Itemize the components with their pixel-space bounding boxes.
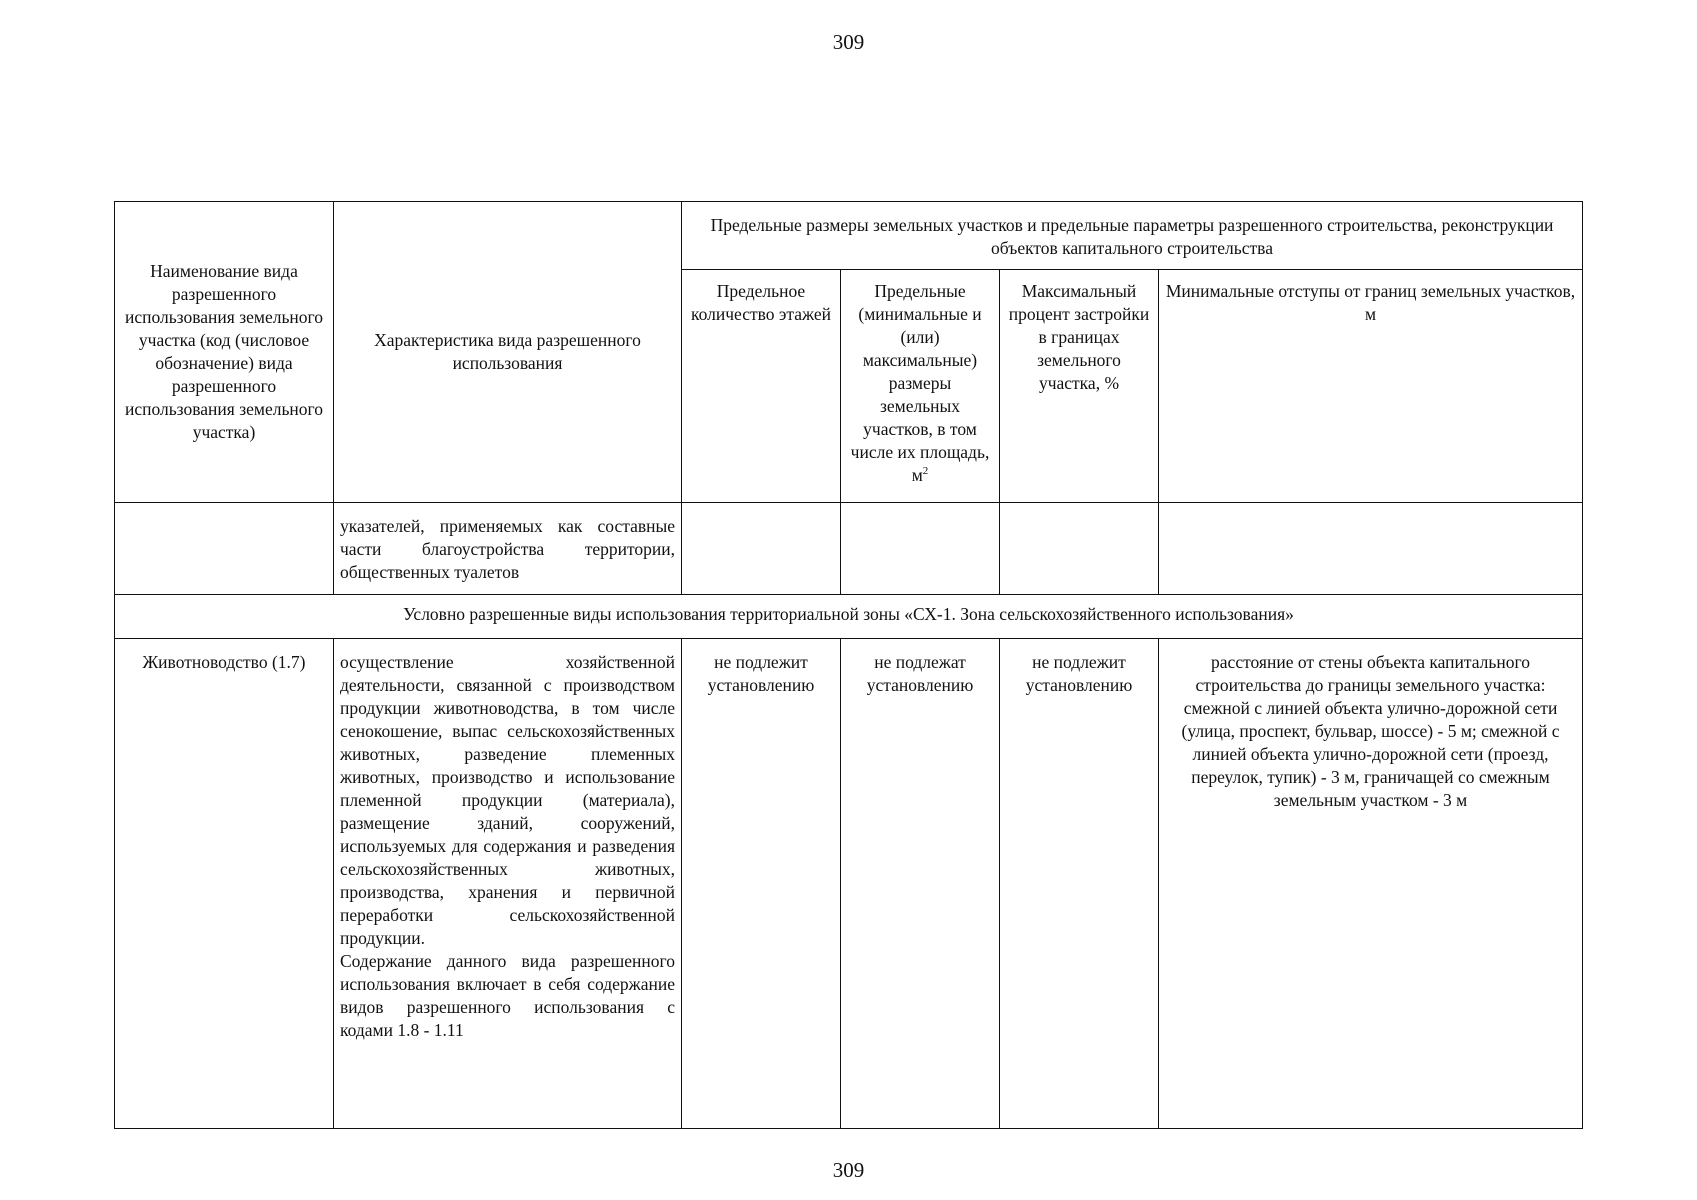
continuation-setbacks-cell xyxy=(1159,503,1583,595)
header-percent-text: Максимальный процент застройки в границах земельного участка, % xyxy=(1008,281,1150,393)
header-sizes-text: Предельные (минимальные и (или) максимальные) размеры земельных участков, в том числе их площадь, м xyxy=(850,281,990,485)
header-characteristic-text: Характеристика вида разрешенного использования xyxy=(374,330,641,373)
page-number-top: 309 xyxy=(832,30,865,54)
row-characteristic-cell xyxy=(334,639,682,1129)
header-characteristic-cell xyxy=(334,202,682,503)
header-group-text: Предельные размеры земельных участков и предельные параметры разрешенного строительства, реконструкции объектов капитального строительства xyxy=(710,214,1554,258)
header-sizes-sup: 2 xyxy=(922,465,929,478)
row-percent-text: не подлежит установлению xyxy=(1025,652,1133,695)
header-row-1 xyxy=(115,202,1583,270)
continuation-floors-cell xyxy=(682,503,841,595)
row-characteristic-p1: осуществление хозяйственной деятельности, связанной с производством продукции животноводства, в том числе сенокошение, выпас сельскохозяйственных животных, разведение племенных животных, производство и использование племенной продукции (материала), размещение зданий, сооружений, используемых для содержания и разведения сельскохозяйственных животных, производства, хранения и первичной переработки сельскохозяйственной продукции. xyxy=(340,652,675,948)
row-sizes-cell xyxy=(841,639,1000,1129)
header-setbacks-cell xyxy=(1159,270,1583,503)
continuation-sizes-cell xyxy=(841,503,1000,595)
section-title-text: Условно разрешенные виды использования территориальной зоны «СХ-1. Зона сельскохозяйственного использования» xyxy=(403,604,1294,624)
continuation-row xyxy=(115,503,1583,595)
header-name-cell xyxy=(115,202,334,503)
continuation-name-cell xyxy=(115,503,334,595)
row-sizes-text: не подлежат установлению xyxy=(866,652,974,695)
land-use-table xyxy=(114,201,1583,1129)
header-name-text: Наименование вида разрешенного использования земельного участка (код (числовое обозначение) вида разрешенного использования земельного участка) xyxy=(124,261,324,442)
header-floors-text: Предельное количество этажей xyxy=(690,281,832,324)
header-sizes-cell xyxy=(841,270,1000,503)
header-percent-cell xyxy=(1000,270,1159,503)
row-percent-cell xyxy=(1000,639,1159,1129)
row-characteristic-p2: Содержание данного вида разрешенного использования включает в себя содержание видов разрешенного использования с кодами 1.8 - 1.11 xyxy=(340,951,675,1040)
row-floors-cell xyxy=(682,639,841,1129)
row-name-cell xyxy=(115,639,334,1129)
row-setbacks-text: расстояние от стены объекта капитального строительства до границы земельного участка: смежной с линией объекта улично-дорожной сети (улица, проспект, бульвар, шоссе) - 5 м; смежной с линией объекта улично-дорожной сети (проезд, переулок, тупик) - 3 м, граничащей со смежным земельным участком - 3 м xyxy=(1181,652,1560,810)
row-floors-text: не подлежит установлению xyxy=(707,652,815,695)
header-group-cell xyxy=(682,202,1583,270)
row-setbacks-cell xyxy=(1159,639,1583,1129)
continuation-characteristic-text: указателей, применяемых как составные части благоустройства территории, общественных туалетов xyxy=(340,516,675,582)
row-name-text: Животноводство (1.7) xyxy=(142,652,306,672)
page-number-bottom: 309 xyxy=(832,1158,865,1182)
section-row xyxy=(115,595,1583,639)
header-floors-cell xyxy=(682,270,841,503)
continuation-percent-cell xyxy=(1000,503,1159,595)
table-row xyxy=(115,639,1583,1129)
section-title-cell xyxy=(115,595,1583,639)
header-setbacks-text: Минимальные отступы от границ земельных участков, м xyxy=(1165,281,1576,324)
continuation-characteristic-cell xyxy=(334,503,682,595)
